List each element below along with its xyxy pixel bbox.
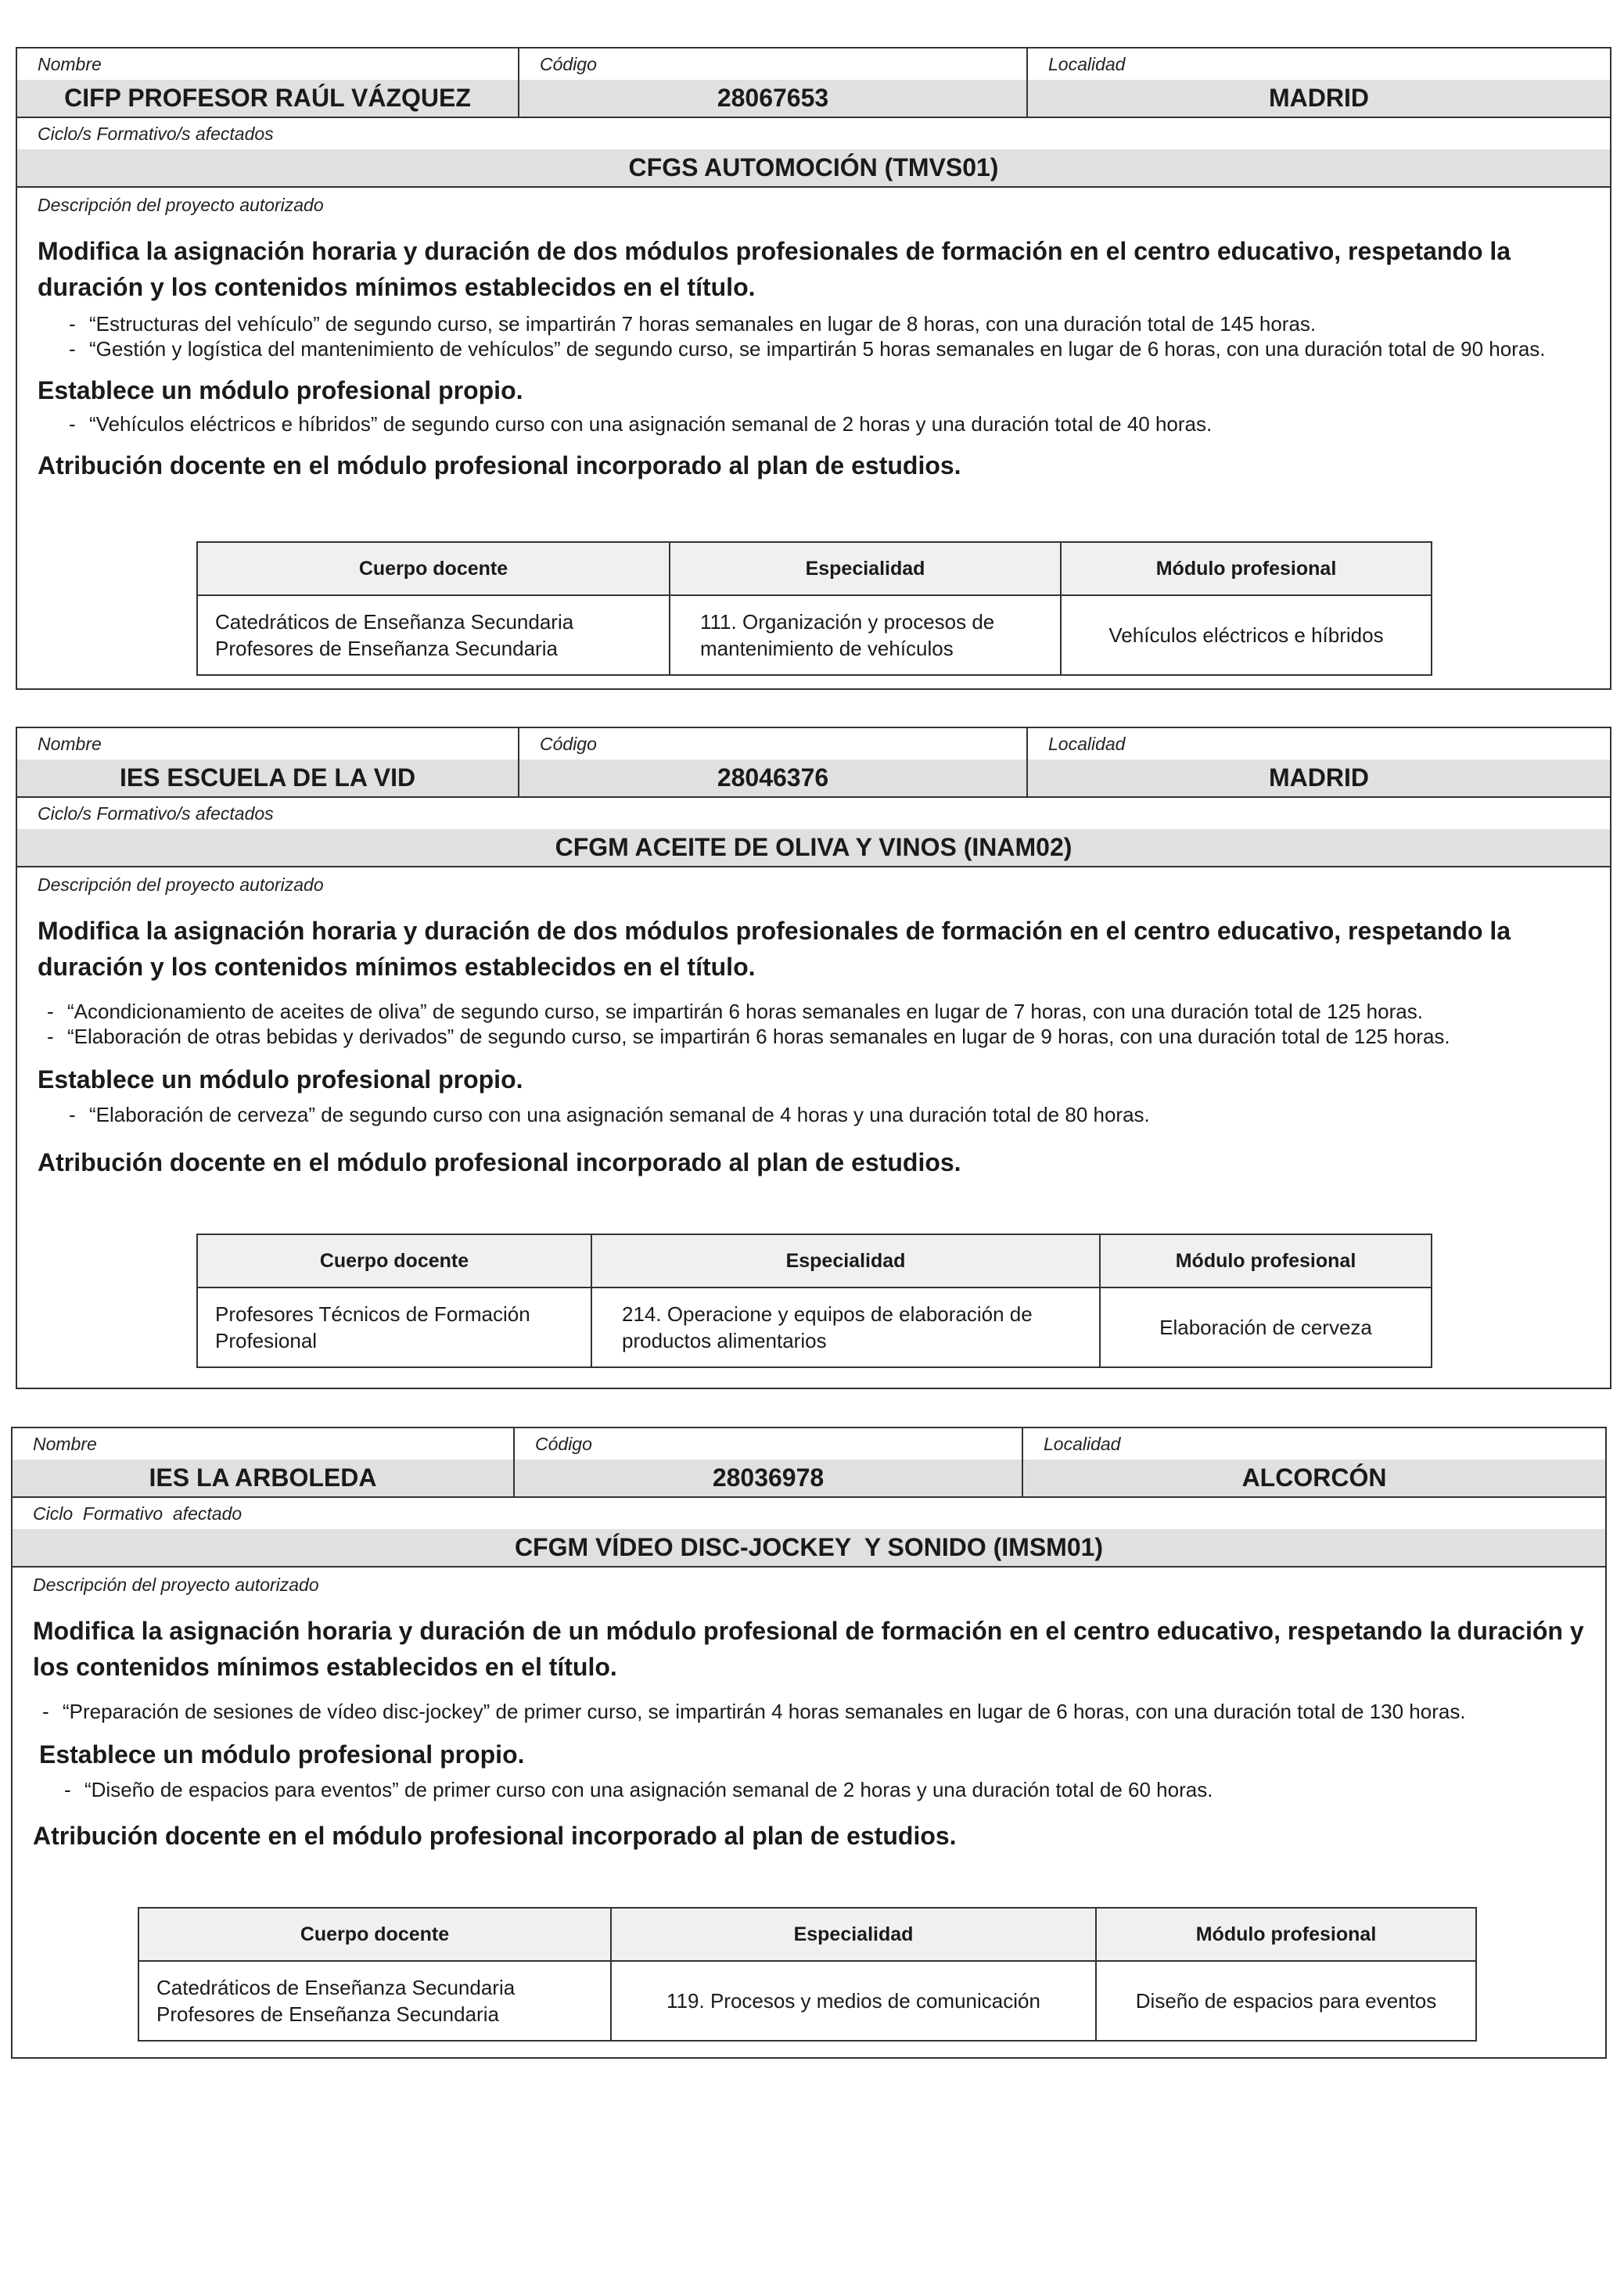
localidad-value: MADRID [1028, 760, 1610, 796]
project-header [17, 728, 1610, 798]
descripcion-label: Descripción del proyecto autorizado [33, 1575, 319, 1595]
descripcion-label: Descripción del proyecto autorizado [38, 195, 324, 215]
project-header [17, 48, 1610, 118]
modifica-list [33, 1699, 1585, 1724]
localidad-cell [1022, 1428, 1605, 1496]
nombre-cell [17, 728, 518, 796]
localidad-value: MADRID [1028, 80, 1610, 117]
descripcion-body [13, 1613, 1605, 1854]
list-item: - “Diseño de espacios para eventos” de primer curso con una asignación semanal de 2 horas y una duración total de 60 horas. [33, 1777, 1585, 1802]
cuerpo-cell [197, 595, 670, 675]
heading-atribucion: Atribución docente en el módulo profesional incorporado al plan de estudios. [38, 1148, 961, 1176]
descripcion-body [17, 233, 1610, 483]
col-especialidad-header: Especialidad [591, 1234, 1100, 1287]
codigo-value: 28067653 [519, 80, 1026, 117]
localidad-value: ALCORCÓN [1023, 1460, 1605, 1496]
modulo-cell: Elaboración de cerveza [1100, 1287, 1432, 1367]
especialidad-line: 214. Operacione y equipos de elaboración de [622, 1302, 1033, 1326]
localidad-label: Localidad [1044, 1434, 1121, 1454]
ciclo-section [13, 1498, 1605, 1568]
nombre-cell [17, 48, 518, 117]
ciclo-label: Ciclo/s Formativo/s afectados [38, 803, 274, 824]
modifica-list [38, 999, 1590, 1049]
cuerpo-line: Profesores de Enseñanza Secundaria [215, 637, 558, 660]
localidad-label: Localidad [1048, 54, 1126, 74]
nombre-value: IES ESCUELA DE LA VID [17, 760, 518, 796]
project-card-1 [16, 47, 1611, 690]
cuerpo-cell [138, 1961, 611, 2041]
project-card-3 [11, 1427, 1607, 2059]
especialidad-line: mantenimiento de vehículos [700, 637, 954, 660]
ciclo-value: CFGM VÍDEO DISC-JOCKEY Y SONIDO (IMSM01) [13, 1529, 1605, 1566]
heading-establece: Establece un módulo profesional propio. [38, 376, 523, 404]
col-modulo-header: Módulo profesional [1061, 542, 1432, 595]
cuerpo-line: Profesional [215, 1329, 318, 1352]
modulo-cell: Vehículos eléctricos e híbridos [1061, 595, 1432, 675]
col-cuerpo-header: Cuerpo docente [197, 1234, 591, 1287]
nombre-label: Nombre [38, 54, 102, 74]
especialidad-line: productos alimentarios [622, 1329, 827, 1352]
list-item: - “Preparación de sesiones de vídeo disc-jockey” de primer curso, se impartirán 4 horas semanales en lugar de 6 horas, con una duración total de 130 horas. [33, 1699, 1585, 1724]
col-especialidad-header: Especialidad [611, 1908, 1096, 1961]
ciclo-section [17, 798, 1610, 867]
codigo-label: Código [535, 1434, 592, 1454]
nombre-label: Nombre [38, 734, 102, 754]
descripcion-body [17, 913, 1610, 1180]
list-item: - “Elaboración de cerveza” de segundo curso con una asignación semanal de 4 horas y una duración total de 80 horas. [38, 1102, 1590, 1127]
table-row [138, 1961, 1476, 2041]
nombre-value: IES LA ARBOLEDA [13, 1460, 513, 1496]
cuerpo-line: Profesores Técnicos de Formación [215, 1302, 530, 1326]
modulo-cell: Diseño de espacios para eventos [1096, 1961, 1476, 2041]
ciclo-label: Ciclo/s Formativo/s afectados [38, 124, 274, 144]
cuerpo-cell [197, 1287, 591, 1367]
cuerpo-line: Catedráticos de Enseñanza Secundaria [215, 610, 574, 634]
localidad-cell [1026, 48, 1610, 117]
especialidad-cell [591, 1287, 1100, 1367]
codigo-cell [518, 48, 1026, 117]
nombre-label: Nombre [33, 1434, 97, 1454]
modifica-list [38, 311, 1590, 361]
heading-modifica: Modifica la asignación horaria y duración de dos módulos profesionales de formación en el centro educativo, respetando la duración y los contenidos mínimos establecidos en el título. [38, 237, 1511, 301]
col-especialidad-header: Especialidad [670, 542, 1061, 595]
codigo-value: 28046376 [519, 760, 1026, 796]
col-modulo-header: Módulo profesional [1096, 1908, 1476, 1961]
especialidad-cell [670, 595, 1061, 675]
codigo-value: 28036978 [515, 1460, 1022, 1496]
table-row [197, 595, 1432, 675]
atribucion-table [138, 1907, 1477, 2042]
ciclo-label: Ciclo Formativo afectado [33, 1503, 243, 1524]
establece-list [38, 1102, 1590, 1127]
col-cuerpo-header: Cuerpo docente [197, 542, 670, 595]
codigo-label: Código [540, 54, 597, 74]
especialidad-line: 119. Procesos y medios de comunicación [666, 1989, 1040, 2013]
list-item: - “Acondicionamiento de aceites de oliva” de segundo curso, se impartirán 6 horas semanales en lugar de 7 horas, con una duración total de 125 horas. [38, 999, 1590, 1024]
heading-establece: Establece un módulo profesional propio. [39, 1740, 525, 1769]
col-cuerpo-header: Cuerpo docente [138, 1908, 611, 1961]
cuerpo-line: Profesores de Enseñanza Secundaria [156, 2002, 499, 2026]
establece-list [38, 411, 1590, 436]
list-item: - “Elaboración de otras bebidas y derivados” de segundo curso, se impartirán 6 horas semanales en lugar de 9 horas, con una duración total de 125 horas. [38, 1024, 1590, 1049]
heading-modifica: Modifica la asignación horaria y duración de dos módulos profesionales de formación en el centro educativo, respetando la duración y los contenidos mínimos establecidos en el título. [38, 917, 1511, 981]
list-item: - “Gestión y logística del mantenimiento de vehículos” de segundo curso, se impartirán 5 horas semanales en lugar de 6 horas, con una duración total de 90 horas. [38, 336, 1590, 361]
table-header-row [197, 542, 1432, 595]
heading-atribucion: Atribución docente en el módulo profesional incorporado al plan de estudios. [33, 1822, 957, 1850]
heading-atribucion: Atribución docente en el módulo profesional incorporado al plan de estudios. [38, 451, 961, 479]
table-header-row [197, 1234, 1432, 1287]
codigo-label: Código [540, 734, 597, 754]
codigo-cell [513, 1428, 1022, 1496]
col-modulo-header: Módulo profesional [1100, 1234, 1432, 1287]
project-header [13, 1428, 1605, 1498]
establece-list [33, 1777, 1585, 1802]
localidad-cell [1026, 728, 1610, 796]
cuerpo-line: Catedráticos de Enseñanza Secundaria [156, 1976, 516, 1999]
heading-modifica: Modifica la asignación horaria y duración de un módulo profesional de formación en el centro educativo, respetando la duración y los contenidos mínimos establecidos en el título. [33, 1617, 1584, 1681]
especialidad-cell [611, 1961, 1096, 2041]
ciclo-value: CFGS AUTOMOCIÓN (TMVS01) [17, 149, 1610, 186]
atribucion-table [196, 1234, 1432, 1368]
table-header-row [138, 1908, 1476, 1961]
atribucion-table [196, 541, 1432, 676]
descripcion-label: Descripción del proyecto autorizado [38, 874, 324, 895]
heading-establece: Establece un módulo profesional propio. [38, 1065, 523, 1094]
ciclo-value: CFGM ACEITE DE OLIVA Y VINOS (INAM02) [17, 829, 1610, 866]
list-item: - “Estructuras del vehículo” de segundo curso, se impartirán 7 horas semanales en lugar de 8 horas, con una duración total de 145 horas. [38, 311, 1590, 336]
localidad-label: Localidad [1048, 734, 1126, 754]
nombre-value: CIFP PROFESOR RAÚL VÁZQUEZ [17, 80, 518, 117]
project-card-2 [16, 727, 1611, 1389]
ciclo-section [17, 118, 1610, 188]
nombre-cell [13, 1428, 513, 1496]
list-item: - “Vehículos eléctricos e híbridos” de segundo curso con una asignación semanal de 2 horas y una duración total de 40 horas. [38, 411, 1590, 436]
table-row [197, 1287, 1432, 1367]
especialidad-line: 111. Organización y procesos de [700, 610, 995, 634]
codigo-cell [518, 728, 1026, 796]
